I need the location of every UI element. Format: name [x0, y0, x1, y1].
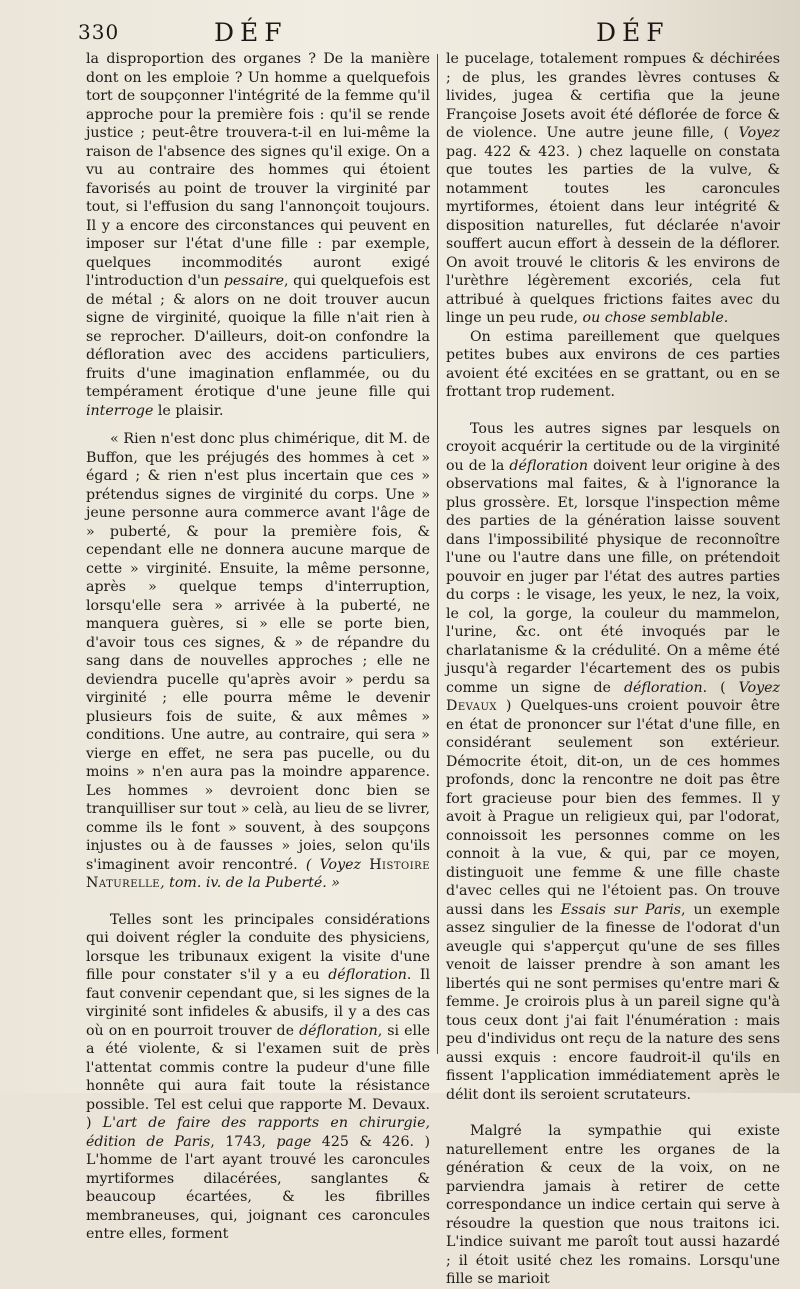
right-column: [446, 50, 780, 1289]
paragraph: Telles sont les principales considérations qui doivent régler la conduite des physiciens, lorsque les tribunaux exigent la visite d'une fille pour constater s'il y a eu défloration. Il faut convenir cependant que, si les signes de la virginité sont infideles & abusifs, il y a des cas où on en pourroit trouver de défloration, si elle a été violente, & si l'examen suit de près l'attentat commis contre la pudeur d'une fille honnête qui aura fait toute la résistance possible. Tel est celui que rapporte M. Devaux. ) L'art de faire des rapports en chirurgie, édition de Paris, 1743, page 425 & 426. ) L'homme de l'art ayant trouvé les caroncules myrtiformes dilacérées, sanglantes & beaucoup écartées, & les fibrilles membraneuses, qui, joignant ces caroncules entre elles, forment: [86, 911, 431, 1242]
column-divider: [437, 54, 438, 1054]
buffon-quote: « Rien n'est donc plus chimérique, dit M. de Buffon, que les préjugés des hommes à cet » égard ; & rien n'est plus incertain que ces » prétendus signes de virginité du corps. Une » jeune personne aura commerce avant l'âge de » puberté, & pour la première fois, & cependant elle ne donnera aucune marque de cette » virginité. Ensuite, la même personne, après » quelque temps d'interruption, lorsqu'elle sera » arrivée à la puberté, ne manquera guères, si » elle se porte bien, d'avoir tous ces signes, & » de répandre du sang dans de nouvelles approches ; elle ne deviendra pucelle qu'après avoir » perdu sa virginité ; elle pourra même le devenir plusieurs fois de suite, & aux mêmes » conditions. Une autre, au contraire, qui sera » vierge en effet, ne sera pas pucelle, ou du moins » n'en aura pas la moindre apparence. Les hommes » devroient donc bien se tranquilliser sur tout » celà, au lieu de se livrer, comme ils le font » souvent, à des soupçons injustes ou à de fausses » joies, selon qu'ils s'imaginent avoir rencontré. ( Voyez Histoire Naturelle, tom. iv. de la Puberté. »: [86, 431, 431, 891]
page-number: 330: [78, 20, 120, 44]
paragraph: le pucelage, totalement rompues & déchirées ; de plus, les grandes lèvres contuses & livides, jugea & certifia que la jeune Françoise Josets avoit été déflorée de force & de violence. Une autre jeune fille, ( Voyez pag. 422 & 423. ) chez laquelle on constata que toutes les parties de la vulve, & notamment toutes les caroncules myrtiformes, étoient dans leur intégrité & disposition naturelles, fut déclarée n'avoir souffert aucun effort à dessein de la déflorer. On avoit trouvé le clitoris & les environs de l'urèthre légèrement excoriés, cela fut attribué à quelques frictions faites avec du linge un peu rude, ou chose semblable.: [446, 51, 780, 326]
running-title-left: DÉF: [214, 18, 288, 47]
paragraph: la disproportion des organes ? De la manière dont on les emploie ? Un homme a quelquefois tort de soupçonner l'intégrité de la femme qu'il approche pour la première fois : qu'il se rende justice ; peut-être trouvera-t-il en lui-même la raison de l'absence des signes qu'il exige. On a vu au contraire des hommes qui étoient favorisés au point de trouver la virginité par tout, si l'effusion du sang l'annonçoit toujours. Il y a encore des circonstances qui peuvent en imposer sur l'état d'une fille : par exemple, quelques incommodités auront exigé l'introduction d'un pessaire, qui quelquefois est de métal ; & alors on ne doit trouver aucun signe de virginité, quoique la fille n'ait rien à se reprocher. D'ailleurs, doit-on confondre la défloration avec des accidens particuliers, fruits d'une imagination enflammée, ou du tempérament érotique d'une jeune fille qui interroge le plaisir.: [86, 51, 430, 419]
paragraph: On estima pareillement que quelques petites bubes aux environs de ces parties avoient été excitées en se grattant, ou en se frottant trop rudement.: [446, 328, 780, 400]
running-title-right: DÉF: [596, 18, 670, 47]
running-header: [78, 14, 778, 48]
paragraph: Tous les autres signes par lesquels on croyoit acquérir la certitude ou de la virginité ou de la défloration doivent leur origine à des observations mal faites, & à l'ignorance la plus grossère. Et, lorsque l'inspection même des parties de la génération laisse souvent dans l'impossibilité physique de reconnoître l'une ou l'autre dans une fille, on prétendoit pouvoir en juger par l'état des autres parties du corps : le visage, les yeux, le nez, la voix, le col, la gorge, la couleur du mammelon, l'urine, &c. ont été invoqués par le charlatanisme & la crédulité. On a même été jusqu'à regarder l'écartement des os pubis comme un signe de défloration. ( Voyez Devaux ) Quelques-uns croient pouvoir être en état de prononcer sur l'état d'une fille, en considérant seulement son extérieur. Démocrite étoit, dit-on, un de ces hommes profonds, donc la rencontre ne doit pas être fort gracieuse pour bien des femmes. Il y avoit à Prague un religieux qui, par l'odorat, connoissoit les personnes comme on les connoit à la vue, & qui, par ce moyen, distinguoit une femme & une fille chaste d'avec celles qui ne l'étoient pas. On trouve aussi dans les Essais sur Paris, un exemple assez singulier de la finesse de l'odorat d'un aveugle qui s'apperçut qu'une de ses filles venoit de laisser prendre à son amant les libertés qui ne sont permises qu'entre mari & femme. Je croirois plus à un pareil signe qu'à tous ceux dont j'ai fait l'énumération : mais peu d'individus ont reçu de la nature des sens aussi exquis : encore faudroit-il qu'ils en fissent l'application immédiatement après le délit dont ils seroient scrutateurs.: [446, 420, 780, 1103]
paragraph: Malgré la sympathie qui existe naturellement entre les organes de la génération & ceux de la voix, on ne parviendra jamais à retirer de cette correspondance un indice certain qui serve à résoudre la question que nous traitons ici. L'indice suivant me paroît tout aussi hazardé ; il étoit usité chez les romains. Lorsqu'une fille se marioit: [446, 1123, 780, 1287]
left-column: [86, 50, 430, 1244]
